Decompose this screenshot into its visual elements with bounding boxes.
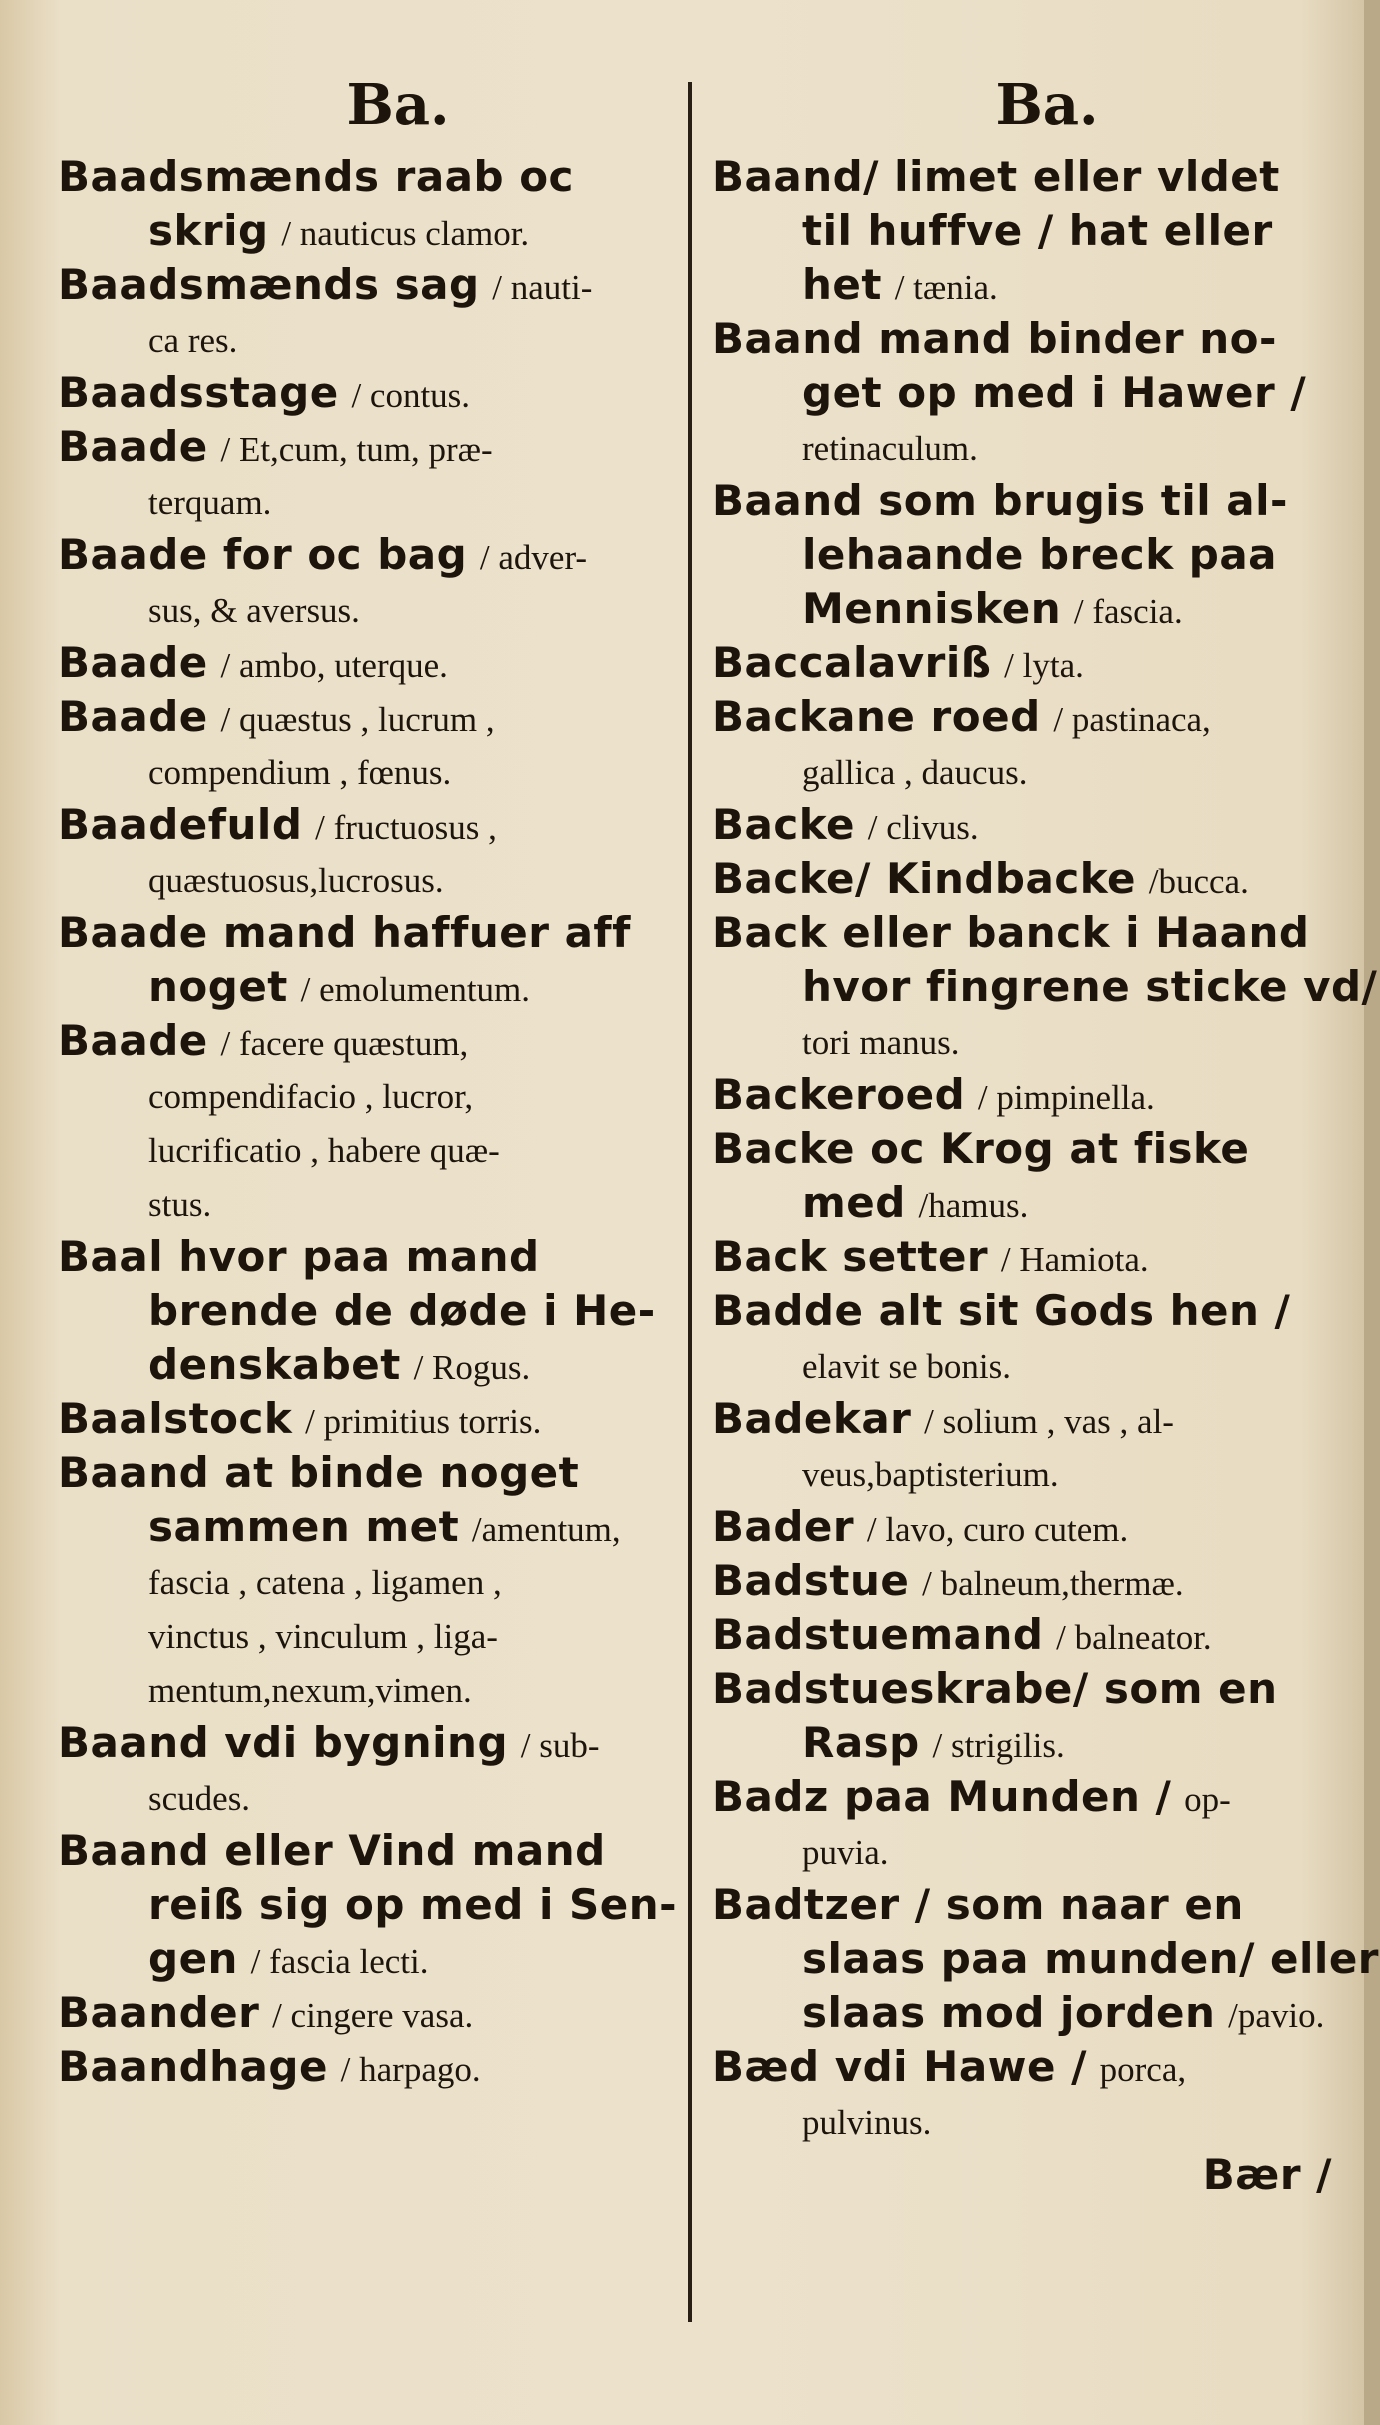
dictionary-entry (712, 1608, 1342, 1662)
entry-line (712, 1554, 1342, 1608)
entry-line (58, 312, 698, 366)
latin-gloss: / harpago. (340, 2050, 481, 2089)
entry-line (58, 204, 698, 258)
entry-line (58, 798, 698, 852)
latin-gloss: / emolumentum. (300, 970, 531, 1009)
dictionary-entry (712, 852, 1342, 906)
latin-gloss: puvia. (802, 1833, 889, 1872)
danish-headword: skrig (148, 206, 269, 255)
danish-headword: Baalstock (58, 1394, 293, 1443)
danish-headword: Badz paa Munden / (712, 1772, 1172, 1821)
danish-headword: Baade (58, 692, 208, 741)
latin-gloss: / clivus. (867, 808, 979, 847)
dictionary-entry (58, 690, 698, 798)
danish-headword: Badstuemand (712, 1610, 1044, 1659)
latin-gloss: / pastinaca, (1053, 700, 1211, 739)
latin-gloss: / balneator. (1056, 1618, 1212, 1657)
dictionary-entry (58, 1824, 698, 1986)
danish-headword: Backe (712, 800, 856, 849)
danish-headword: Baal hvor paa mand (58, 1232, 540, 1281)
latin-gloss: elavit se bonis. (802, 1347, 1011, 1386)
entry-line (712, 690, 1342, 744)
latin-gloss: / fructuosus , (315, 808, 497, 847)
entry-line (712, 1176, 1342, 1230)
dictionary-entry (712, 1230, 1342, 1284)
entry-line (712, 1068, 1342, 1122)
dictionary-entry (58, 906, 698, 1014)
entry-line (712, 420, 1342, 474)
entry-line (712, 960, 1378, 1014)
danish-headword: get op med i Hawer / (802, 368, 1307, 417)
latin-gloss: / Et,cum, tum, præ- (220, 430, 493, 469)
danish-headword: Baadsmænds sag (58, 260, 480, 309)
entry-line (712, 1338, 1342, 1392)
latin-gloss: compendium , fœnus. (148, 753, 452, 792)
latin-gloss: / contus. (351, 376, 471, 415)
dictionary-entry (712, 1068, 1342, 1122)
entry-line (58, 1500, 698, 1554)
dictionary-entry (58, 798, 698, 906)
entry-line (58, 150, 698, 204)
entry-line (712, 1392, 1342, 1446)
latin-gloss: gallica , daucus. (802, 753, 1028, 792)
danish-headword: Baadsmænds raab oc (58, 152, 574, 201)
entry-line (58, 582, 698, 636)
entry-line (712, 1824, 1342, 1878)
entry-line (58, 744, 698, 798)
entry-line (712, 1716, 1342, 1770)
entry-line (712, 1662, 1342, 1716)
entry-line (58, 1986, 698, 2040)
dictionary-entry (712, 150, 1342, 312)
latin-gloss: / lavo, curo cutem. (866, 1510, 1129, 1549)
latin-gloss: /bucca. (1148, 862, 1249, 901)
entry-line (712, 366, 1342, 420)
dictionary-entry (712, 1500, 1342, 1554)
entry-line (58, 1662, 698, 1716)
entry-line (712, 258, 1342, 312)
entry-line (712, 1446, 1342, 1500)
entry-line (712, 150, 1342, 204)
latin-gloss: / balneum,thermæ. (922, 1564, 1184, 1603)
danish-headword: Bader (712, 1502, 855, 1551)
danish-headword: Rasp (802, 1718, 920, 1767)
entry-line (58, 906, 698, 960)
danish-headword: Mennisken (802, 584, 1062, 633)
latin-gloss: / fascia lecti. (250, 1942, 429, 1981)
latin-gloss: fascia , catena , ligamen , (148, 1563, 502, 1602)
danish-headword: Baand mand binder no- (712, 314, 1277, 363)
danish-headword: Baade mand haffuer aff (58, 908, 631, 957)
danish-headword: gen (148, 1934, 238, 1983)
dictionary-entry (712, 906, 1378, 1068)
entry-line (712, 1284, 1342, 1338)
right-running-head: Ba. (995, 72, 1099, 138)
latin-gloss: / quæstus , lucrum , (220, 700, 495, 739)
entry-line (58, 1122, 698, 1176)
latin-gloss: / sub- (520, 1726, 600, 1765)
dictionary-entry (712, 312, 1342, 474)
entry-line (58, 420, 698, 474)
latin-gloss: / lyta. (1004, 646, 1084, 685)
danish-headword: Baander (58, 1988, 260, 2037)
dictionary-entry (712, 2040, 1342, 2148)
dictionary-entry (58, 1392, 698, 1446)
latin-gloss: / primitius torris. (305, 1402, 542, 1441)
danish-headword: Backeroed (712, 1070, 966, 1119)
entry-line (712, 852, 1342, 906)
entry-line (58, 366, 698, 420)
entry-line (58, 852, 698, 906)
entry-line (712, 636, 1342, 690)
danish-headword: Badstue (712, 1556, 910, 1605)
dictionary-entry (58, 528, 698, 636)
danish-headword: reiß sig op med i Sen- (148, 1880, 678, 1929)
latin-gloss: / Rogus. (413, 1348, 531, 1387)
catchword: Bær / (1202, 2150, 1332, 2199)
danish-headword: Baand eller Vind mand (58, 1826, 606, 1875)
danish-headword: Back setter (712, 1232, 989, 1281)
latin-gloss: / cingere vasa. (272, 1996, 474, 2035)
danish-headword: med (802, 1178, 906, 1227)
latin-gloss: vinctus , vinculum , liga- (148, 1617, 498, 1656)
latin-gloss: /amentum, (471, 1510, 621, 1549)
entry-line (58, 1932, 698, 1986)
latin-gloss: compendifacio , lucror, (148, 1077, 474, 1116)
latin-gloss: sus, & aversus. (148, 591, 360, 630)
entry-line (712, 582, 1342, 636)
danish-headword: Baand/ limet eller vldet (712, 152, 1280, 201)
danish-headword: Badstueskrabe/ som en (712, 1664, 1278, 1713)
entry-line (58, 690, 698, 744)
danish-headword: het (802, 260, 882, 309)
entry-line (58, 1392, 698, 1446)
left-entries (58, 150, 698, 2094)
dictionary-entry (58, 1014, 698, 1230)
dictionary-entry (58, 636, 698, 690)
entry-line (712, 1986, 1342, 2040)
danish-headword: slaas mod jorden (802, 1988, 1216, 2037)
entry-line (712, 1770, 1342, 1824)
entry-line (58, 1014, 698, 1068)
entry-line (712, 1122, 1342, 1176)
dictionary-entry (58, 2040, 698, 2094)
entry-line (712, 1932, 1380, 1986)
danish-headword: lehaande breck paa (802, 530, 1277, 579)
entry-line (712, 2040, 1342, 2094)
latin-gloss: / adver- (479, 538, 588, 577)
danish-headword: Back eller banck i Haand (712, 908, 1310, 957)
entry-line (58, 258, 698, 312)
danish-headword: sammen met (148, 1502, 460, 1551)
danish-headword: Backane roed (712, 692, 1041, 741)
entry-line (58, 474, 698, 528)
danish-headword: Baand at binde noget (58, 1448, 580, 1497)
entry-line (712, 1500, 1342, 1554)
dictionary-entry (712, 1122, 1342, 1230)
dictionary-entry (58, 258, 698, 366)
entry-line (58, 636, 698, 690)
entry-line (712, 1014, 1342, 1068)
latin-gloss: lucrificatio , habere quæ- (148, 1131, 500, 1170)
latin-gloss: /hamus. (918, 1186, 1029, 1225)
danish-headword: Baandhage (58, 2042, 328, 2091)
entry-line (712, 744, 1342, 798)
latin-gloss: ca res. (148, 321, 238, 360)
danish-headword: Baade (58, 638, 208, 687)
danish-headword: noget (148, 962, 288, 1011)
latin-gloss: terquam. (148, 483, 272, 522)
danish-headword: Baade (58, 1016, 208, 1065)
entry-line (58, 960, 698, 1014)
latin-gloss: mentum,nexum,vimen. (148, 1671, 472, 1710)
left-running-head: Ba. (346, 72, 450, 138)
latin-gloss: retinaculum. (802, 429, 978, 468)
latin-gloss: / Hamiota. (1000, 1240, 1149, 1279)
entry-line (58, 1284, 698, 1338)
entry-line (712, 798, 1342, 852)
right-entries (712, 150, 1380, 2148)
latin-gloss: scudes. (148, 1779, 251, 1818)
entry-line (58, 1824, 698, 1878)
entry-line (712, 1878, 1342, 1932)
dictionary-entry (58, 150, 698, 258)
latin-gloss: porca, (1099, 2050, 1187, 2089)
danish-headword: Baadefuld (58, 800, 303, 849)
danish-headword: Bæd vdi Hawe / (712, 2042, 1087, 2091)
latin-gloss: tori manus. (802, 1023, 960, 1062)
danish-headword: Baand vdi bygning (58, 1718, 509, 1767)
danish-headword: Badde alt sit Gods hen / (712, 1286, 1291, 1335)
dictionary-entry (58, 1446, 698, 1716)
latin-gloss: op- (1184, 1780, 1231, 1819)
dictionary-entry (712, 1554, 1342, 1608)
latin-gloss: / facere quæstum, (220, 1024, 469, 1063)
dictionary-entry (58, 420, 698, 528)
dictionary-entry (712, 1392, 1342, 1500)
entry-line (58, 1338, 698, 1392)
latin-gloss: stus. (148, 1185, 212, 1224)
latin-gloss: / solium , vas , al- (924, 1402, 1174, 1441)
danish-headword: brende de døde i He- (148, 1286, 656, 1335)
latin-gloss: pulvinus. (802, 2103, 932, 2142)
entry-line (712, 204, 1342, 258)
dictionary-entry (712, 1770, 1342, 1878)
danish-headword: Baade for oc bag (58, 530, 468, 579)
danish-headword: denskabet (148, 1340, 401, 1389)
entry-line (712, 1608, 1342, 1662)
page-edge (1364, 0, 1380, 2425)
latin-gloss: / nauti- (492, 268, 593, 307)
dictionary-entry (712, 690, 1342, 798)
entry-line (712, 2094, 1342, 2148)
entry-line (58, 1176, 698, 1230)
dictionary-entry (712, 1878, 1380, 2040)
latin-gloss: quæstuosus,lucrosus. (148, 861, 444, 900)
entry-line (58, 1230, 698, 1284)
danish-headword: slaas paa munden/ eller (802, 1934, 1380, 1983)
dictionary-entry (58, 366, 698, 420)
entry-line (58, 528, 698, 582)
entry-line (712, 906, 1342, 960)
danish-headword: Baadsstage (58, 368, 339, 417)
danish-headword: Badekar (712, 1394, 912, 1443)
danish-headword: Baand som brugis til al- (712, 476, 1288, 525)
entry-line (58, 1878, 698, 1932)
latin-gloss: / strigilis. (932, 1726, 1065, 1765)
dictionary-entry (58, 1716, 698, 1824)
danish-headword: Backe oc Krog at fiske (712, 1124, 1250, 1173)
latin-gloss: / fascia. (1073, 592, 1183, 631)
latin-gloss: / tænia. (894, 268, 998, 307)
latin-gloss: veus,baptisterium. (802, 1455, 1059, 1494)
latin-gloss: /pavio. (1228, 1996, 1325, 2035)
dictionary-entry (712, 798, 1342, 852)
catchword-line (712, 2148, 1342, 2202)
danish-headword: til huffve / hat eller (802, 206, 1273, 255)
latin-gloss: / ambo, uterque. (220, 646, 448, 685)
danish-headword: Backe/ Kindbacke (712, 854, 1137, 903)
left-column (58, 70, 698, 2094)
entry-line (712, 474, 1342, 528)
entry-line (58, 1608, 698, 1662)
entry-line (58, 1068, 698, 1122)
dictionary-entry (712, 636, 1342, 690)
dictionary-entry (712, 1284, 1342, 1392)
entry-line (58, 1446, 698, 1500)
entry-line (712, 1230, 1342, 1284)
danish-headword: hvor fingrene sticke vd/ (802, 962, 1378, 1011)
entry-line (58, 1554, 698, 1608)
right-column (712, 70, 1380, 2202)
danish-headword: Baccalavriß (712, 638, 992, 687)
danish-headword: Badtzer / som naar en (712, 1880, 1244, 1929)
dictionary-entry (58, 1230, 698, 1392)
dictionary-entry (712, 1662, 1342, 1770)
danish-headword: Baade (58, 422, 208, 471)
dictionary-entry (712, 474, 1342, 636)
entry-line (58, 1770, 698, 1824)
latin-gloss: / nauticus clamor. (281, 214, 530, 253)
entry-line (58, 1716, 698, 1770)
dictionary-entry (58, 1986, 698, 2040)
entry-line (58, 2040, 698, 2094)
latin-gloss: / pimpinella. (977, 1078, 1155, 1117)
entry-line (712, 528, 1342, 582)
entry-line (712, 312, 1342, 366)
